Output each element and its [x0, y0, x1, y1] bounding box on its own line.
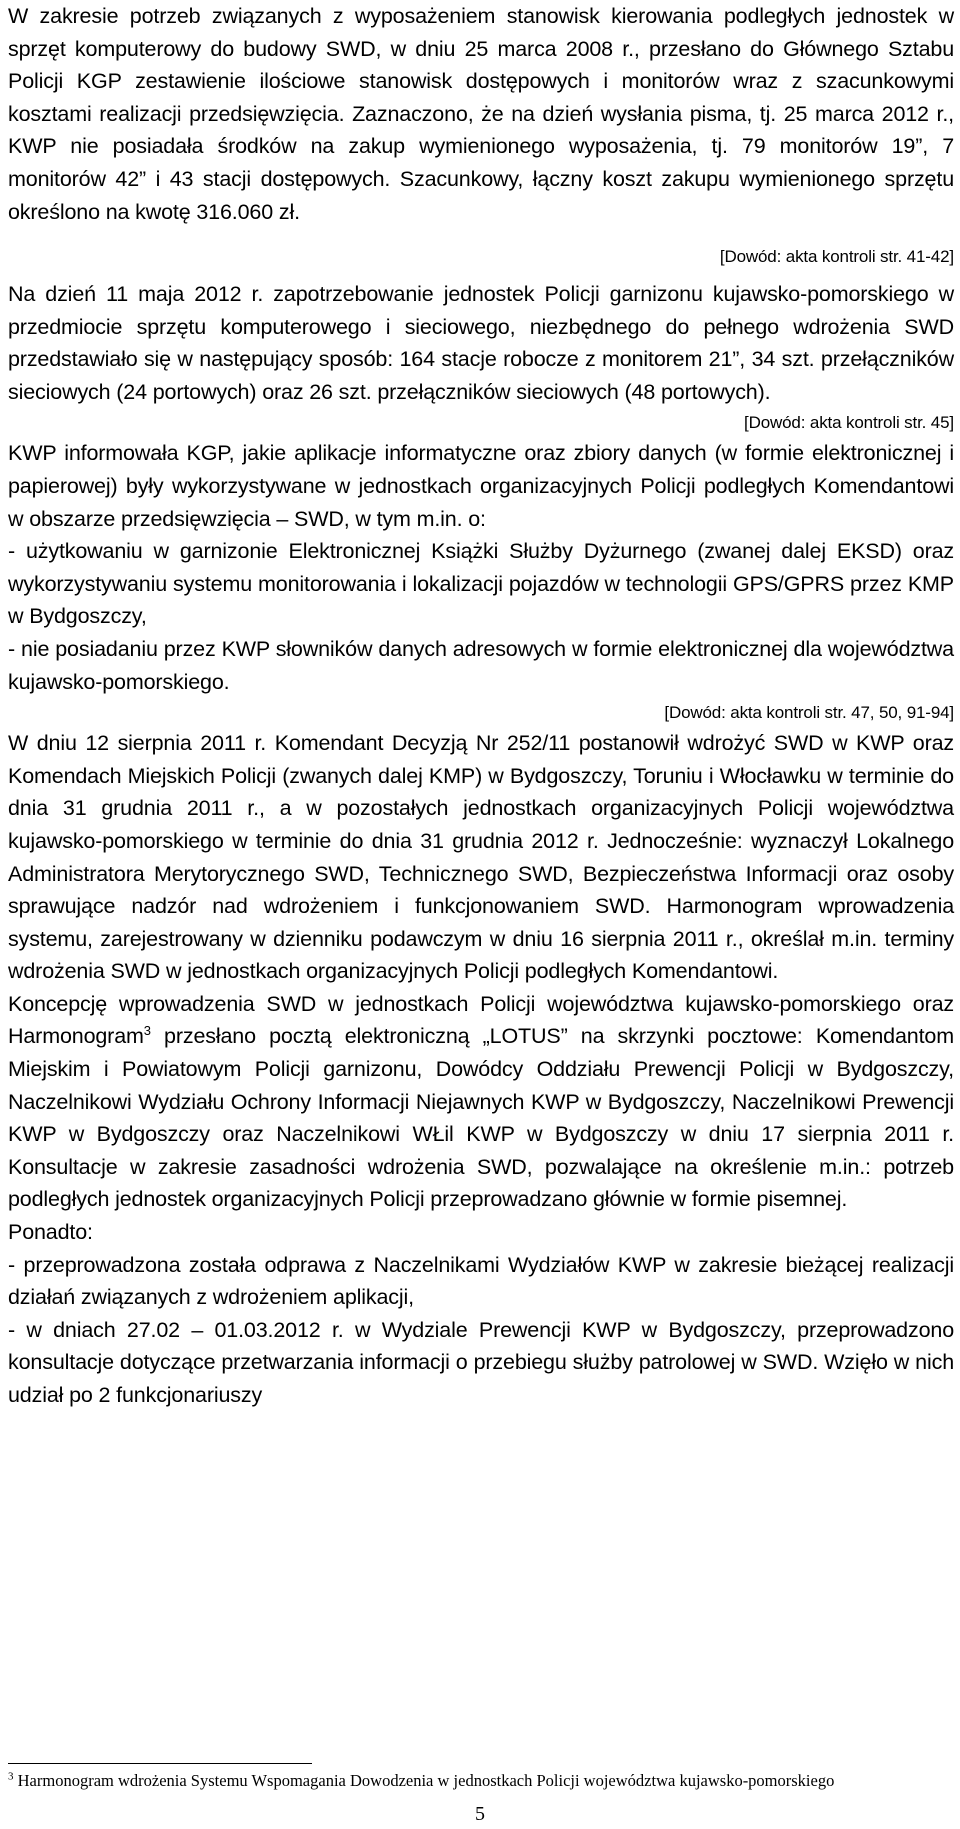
evidence-reference: [Dowód: akta kontroli str. 45]: [744, 413, 954, 433]
footnote-mark: 3: [8, 1770, 14, 1783]
paragraph-decision-252-11: W dniu 12 sierpnia 2011 r. Komendant Decyzją Nr 252/11 postanowił wdrożyć SWD w KWP oraz Komendach Miejskich Policji (zwanych dalej KMP) w Bydgoszczy, Toruniu i Włocławku w terminie do dnia 31 grudnia 2011 r., a w pozostałych jednostkach organizacyjnych Policji województwa kujawsko-pomorskiego w terminie do dnia 31 grudnia 2012 r. Jednocześnie: wyznaczył Lokalnego Administratora Merytorycznego SWD, Technicznego SWD, Bezpieczeństwa Informacji oraz osoby sprawujące nadzór nad wdrożeniem i funkcjonowaniem SWD. Harmonogram wprowadzenia systemu, zarejestrowany w dzienniku podawczym w dniu 16 sierpnia 2011 r., określał m.in. terminy wdrożenia SWD w jednostkach organizacyjnych Policji podległych Komendantowi.: [8, 731, 954, 984]
evidence-reference: [Dowód: akta kontroli str. 47, 50, 91-94]: [664, 703, 954, 723]
evidence-reference: [Dowód: akta kontroli str. 41-42]: [719, 247, 954, 266]
footnote-separator: [8, 1763, 312, 1764]
paragraph-concept-part-1: Koncepcję wprowadzenia SWD w jednostkach Policji województwa kujawsko-pomorskiego oraz Harmonogram: [8, 991, 954, 1049]
paragraph-kwp-informed-kgp: KWP informowała KGP, jakie aplikacje informatyczne oraz zbiory danych (w formie elektronicznej i papierowej) były wykorzystywane w jednostkach organizacyjnych Policji podległych Komendantowi w obszarze przedsięwzięcia – SWD, w tym m.in. o:: [8, 441, 954, 531]
list-item-briefing: - przeprowadzona została odprawa z Naczelnikami Wydziałów KWP w zakresie bieżącej realizacji działań związanych z wdrożeniem aplikacji,: [8, 1252, 954, 1310]
footnote-reference: 3: [143, 1023, 151, 1039]
paragraph-demand-may-2012: Na dzień 11 maja 2012 r. zapotrzebowanie jednostek Policji garnizonu kujawsko-pomorskiego w przedmiocie sprzętu komputerowego i sieciowego, niezbędnego do pełnego wdrożenia SWD przedstawiało się w następujący sposób: 164 stacje robocze z monitorem 21”, 34 szt. przełączników sieciowych (24 portowych) oraz 26 szt. przełączników sieciowych (48 portowych).: [8, 282, 954, 404]
list-item-consultations: - w dniach 27.02 – 01.03.2012 r. w Wydziale Prewencji KWP w Bydgoszczy, przeprowadzono konsultacje dotyczące przetwarzania informacji o przebiegu służby patrolowej w SWD. Wzięło w nich udział po 2 funkcjonariuszy: [8, 1317, 954, 1407]
list-item-address-dictionaries: - nie posiadaniu przez KWP słowników danych adresowych w formie elektronicznej dla województwa kujawsko-pomorskiego.: [8, 636, 954, 694]
paragraph-equipment-needs: W zakresie potrzeb związanych z wyposażeniem stanowisk kierowania podległych jednostek w sprzęt komputerowy do budowy SWD, w dniu 25 marca 2008 r., przesłano do Głównego Sztabu Policji KGP zestawienie ilościowe stanowisk dostępowych i monitorów wraz z szacunkowymi kosztami realizacji przedsięwzięcia. Zaznaczono, że na dzień wysłania pisma, tj. 25 marca 2012 r., KWP nie posiadała środków na zakup wymienionego wyposażenia, tj. 79 monitorów 19”, 7 monitorów 42” i 43 stacji dostępowych. Szacunkowy, łączny koszt zakupu wymienionego sprzętu określono na kwotę 316.060 zł.: [8, 4, 954, 224]
paragraph-moreover: Ponadto:: [8, 1220, 93, 1245]
footnote: [8, 1770, 954, 1791]
list-item-eksd: - użytkowaniu w garnizonie Elektronicznej Książki Służby Dyżurnego (zwanej dalej EKSD) oraz wykorzystywaniu systemu monitorowania i lokalizacji pojazdów w technologii GPS/GPRS przez KMP w Bydgoszczy,: [8, 539, 954, 629]
paragraph-concept-part-2: przesłano pocztą elektroniczną „LOTUS” na skrzynki pocztowe: Komendantom Miejskim i Powiatowym Policji garnizonu, Dowódcy Oddziału Prewencji Policji w Bydgoszczy, Naczelnikowi Wydziału Ochrony Informacji Niejawnych KWP w Bydgoszczy, Naczelnikowi Prewencji KWP w Bydgoszczy oraz Naczelnikowi WŁil KWP w Bydgoszczy w dniu 17 sierpnia 2011 r. Konsultacje w zakresie zasadności wdrożenia SWD, pozwalające na określenie m.in.: potrzeb podległych jednostek organizacyjnych Policji przeprowadzano głównie w formie pisemnej.: [8, 1024, 954, 1212]
paragraph-concept-distribution: [8, 988, 954, 1216]
document-page: [8, 0, 954, 1412]
page-number: 5: [475, 1803, 485, 1825]
footnote-text: Harmonogram wdrożenia Systemu Wspomagania Dowodzenia w jednostkach Policji województwa kujawsko-pomorskiego: [13, 1771, 835, 1790]
